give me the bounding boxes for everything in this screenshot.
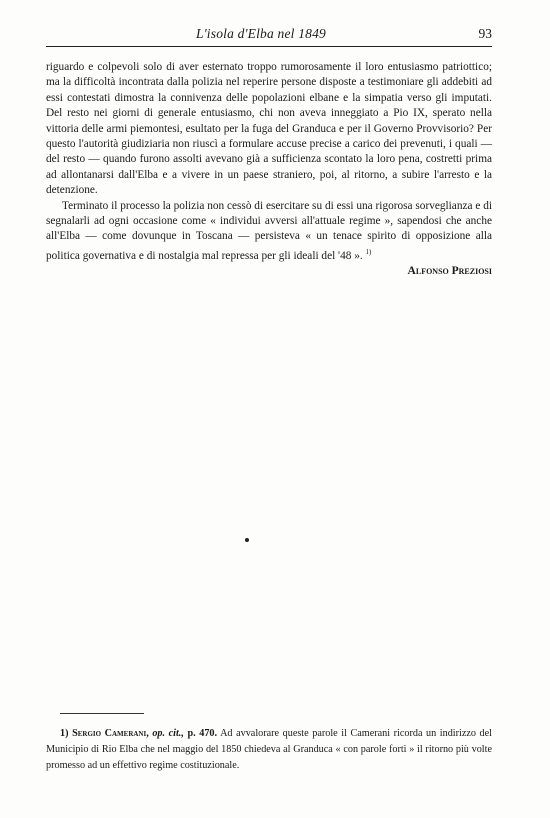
main-text (46, 60, 492, 279)
paragraph-2 (46, 199, 492, 264)
footnote-marker: 1) (60, 728, 69, 739)
footnote-1 (46, 726, 492, 773)
footnote-text: Ad avvalorare queste parole il Camerani ricorda un indirizzo del Municipio di Rio Elba che nel maggio del 1850 chiedeva al Granduca « con parole forti » il ritorno più volte promesso ad un effettivo regime costituzionale. (46, 728, 492, 771)
footnote-reference: 1) (365, 247, 372, 256)
running-header (46, 26, 492, 47)
paragraph-1: riguardo e colpevoli solo di aver esternato troppo rumorosamente il loro entusiasmo patriottico; ma la difficoltà incontrata dalla polizia nel reperire persone disposte a testimoniare gli addebiti ad essi contestati dimostra la connivenza delle popolazioni elbane e la simpatia verso gli imputati. Del resto nei giorni di generale entusiasmo, chi non aveva inneggiato a Pio IX, sperato nella vittoria delle armi piemontesi, esultato per la fuga del Granduca e per il Governo Provvisorio? Per questo l'autorità giudiziaria non riuscì a formulare accuse precise a carico dei prevenuti, i quali — del resto — quando furono assolti avevano già a sufficienza scontato la loro pena, costretti prima ad allontanarsi dall'Elba e a vivere in un paese straniero, poi, al ritorno, a subire l'arresto e la detenzione. (46, 61, 492, 197)
footnote-page-ref: p. 470. (187, 728, 218, 739)
author-signature: Alfonso Preziosi (407, 265, 492, 278)
footnote-rule (60, 713, 144, 714)
paragraph-2-text: Terminato il processo la polizia non cessò di esercitare su di essi una rigorosa sorveglianza e di segnalarli ad ogni occasione come « individui avversi all'attuale regime », sapendosi che anche all'Elba — come dovunque in Toscana — persisteva « un tenace spirito di opposizione alla politica governativa e di nostalgia mal repressa per gli ideali del '48 ». (46, 199, 492, 262)
footnote-citation: op. cit., (152, 728, 184, 739)
page-number: 93 (478, 26, 492, 41)
footnote-author: Sergio Camerani, (72, 728, 149, 739)
running-title: L'isola d'Elba nel 1849 (196, 26, 327, 41)
footnote (46, 726, 492, 773)
stray-dot (245, 538, 249, 542)
